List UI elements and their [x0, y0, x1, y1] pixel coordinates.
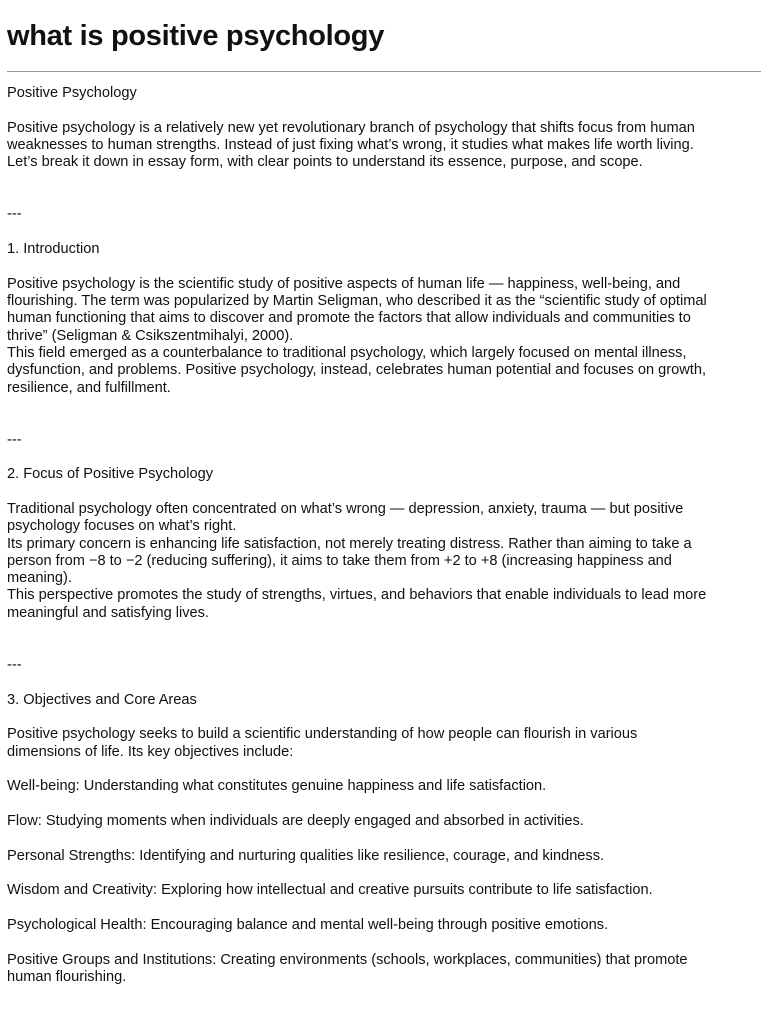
page-title: what is positive psychology: [7, 20, 385, 52]
section-separator: ---: [7, 656, 22, 673]
section-body: Positive psychology is the scientific study of positive aspects of human life — happiness, well-being, and flourishing. The term was popularized by Martin Seligman, who described it as the “scientific study of optimal human functioning that aims to discover and promote the factors that allow individuals and communities to thrive” (Seligman & Csikszentmihalyi, 2000). This field emerged as a counterbalance to traditional psychology, which largely focused on mental illness, dysfunction, and problems. Positive psychology, instead, celebrates human potential and focuses on growth, resilience, and fulfillment.: [7, 275, 707, 396]
list-item: Flow: Studying moments when individuals are deeply engaged and absorbed in activities.: [7, 812, 584, 829]
list-item: Personal Strengths: Identifying and nurturing qualities like resilience, courage, and kindness.: [7, 847, 605, 864]
section-title: 3. Objectives and Core Areas: [7, 691, 197, 708]
section-separator: ---: [7, 206, 22, 223]
list-item: Psychological Health: Encouraging balance and mental well-being through positive emotions.: [7, 916, 609, 933]
section-title: 1. Introduction: [7, 241, 100, 258]
list-item: Positive Groups and Institutions: Creating environments (schools, workplaces, communities) that promote human flourishing.: [7, 951, 688, 985]
section-separator: ---: [7, 431, 22, 448]
section-title: 2. Focus of Positive Psychology: [7, 466, 214, 483]
list-item: Wisdom and Creativity: Exploring how intellectual and creative pursuits contribute to life satisfaction.: [7, 882, 653, 899]
section-body: Traditional psychology often concentrated on what’s wrong — depression, anxiety, trauma — but positive psychology focuses on what’s right. Its primary concern is enhancing life satisfaction, not merely treating distress. Rather than aiming to take a person from −8 to −2 (reducing suffering), it aims to take them from +2 to +8 (increasing happiness and meaning). This perspective promotes the study of strengths, virtues, and behaviors that enable individuals to lead more meaningful and satisfying lives.: [7, 500, 707, 621]
list-item: Well-being: Understanding what constitutes genuine happiness and life satisfaction.: [7, 778, 547, 795]
section-body: Positive psychology seeks to build a scientific understanding of how people can flourish in various dimensions of life. Its key objectives include:: [7, 726, 638, 760]
title-divider: [7, 71, 761, 72]
document-heading: Positive Psychology: [7, 85, 137, 101]
intro-paragraph: Positive psychology is a relatively new yet revolutionary branch of psychology that shifts focus from human weaknesses to human strengths. Instead of just fixing what’s wrong, it studies what makes life worth living. Let’s break it down in essay form, with clear points to understand its essence, purpose, and scope.: [7, 119, 695, 171]
